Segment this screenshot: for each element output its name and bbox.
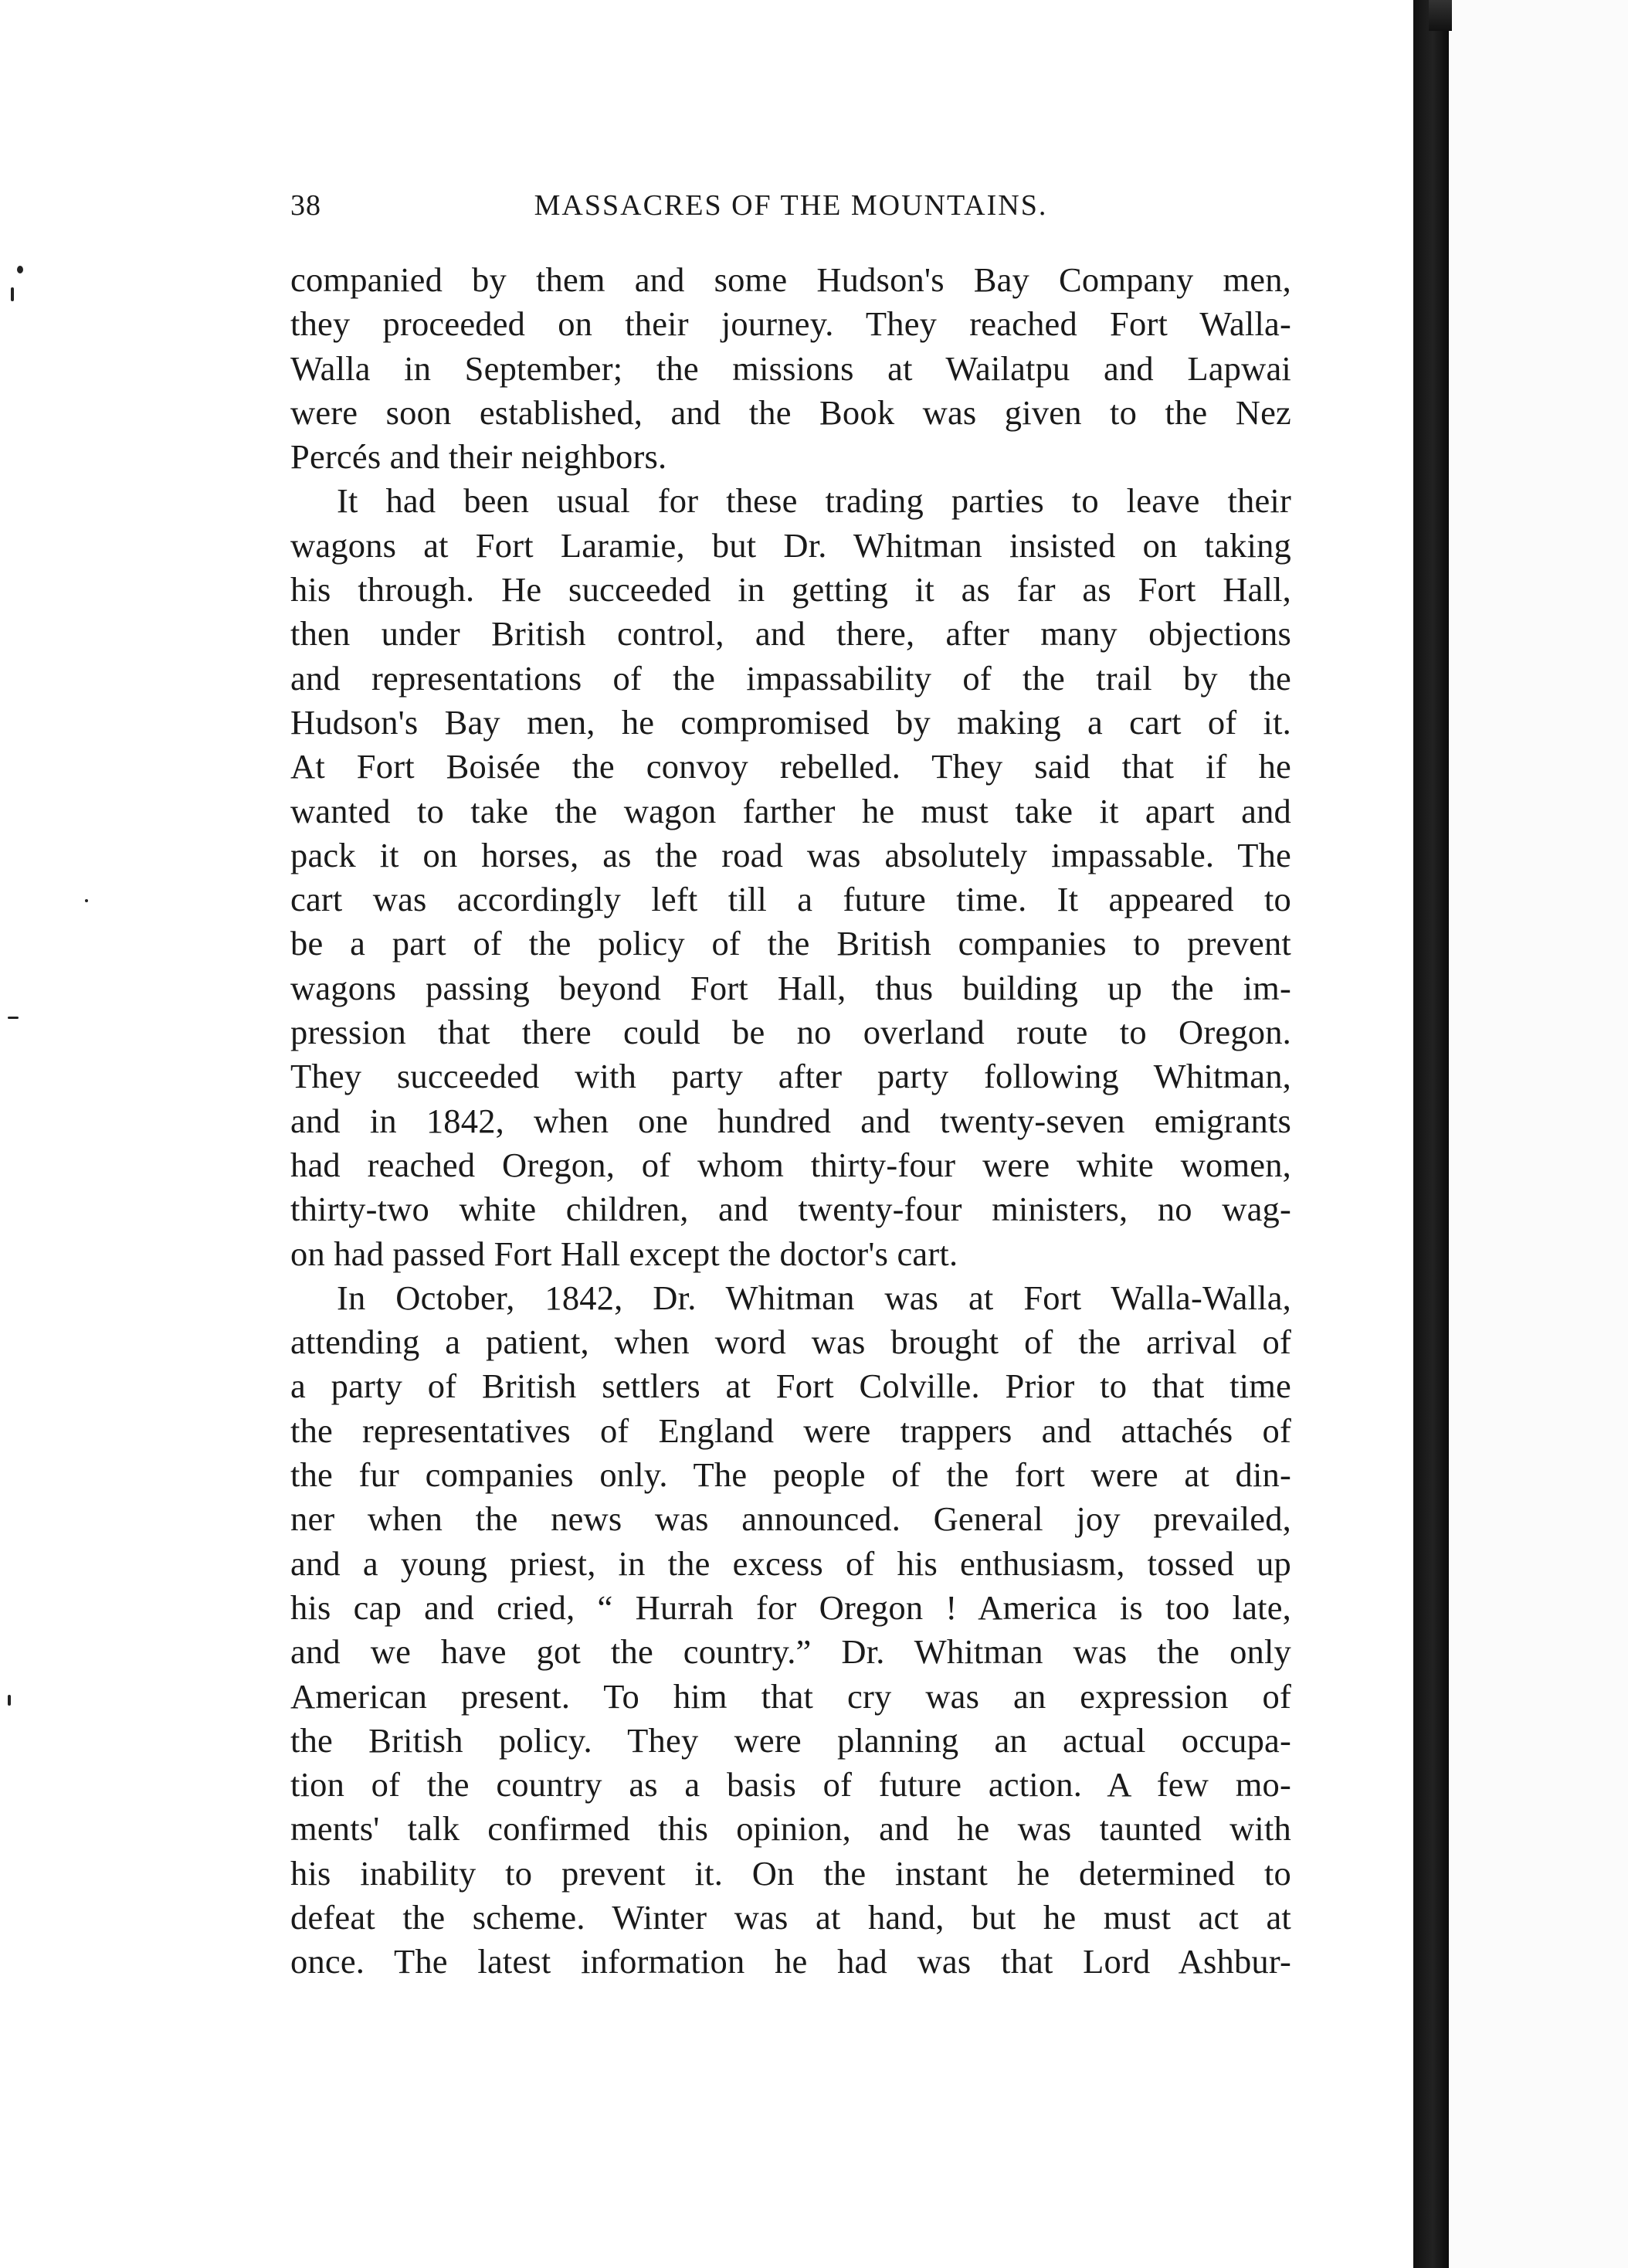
text-line: ner when the news was announced. General joy prevailed, xyxy=(290,1499,1291,1539)
text-line: wanted to take the wagon farther he must take it apart and xyxy=(290,791,1291,830)
body-text xyxy=(290,258,1291,1984)
text-line: Hudson's Bay men, he compromised by making a cart of it. xyxy=(290,702,1291,742)
text-line: were soon established, and the Book was given to the Nez xyxy=(290,392,1291,432)
paragraph-start-line: In October, 1842, Dr. Whitman was at Fort Walla-Walla, xyxy=(337,1278,1291,1317)
scan-speck xyxy=(8,1017,19,1019)
text-line: wagons passing beyond Fort Hall, thus building up the im- xyxy=(290,968,1291,1007)
text-line: Walla in September; the missions at Wailatpu and Lapwai xyxy=(290,348,1291,388)
text-line: his inability to prevent it. On the instant he determined to xyxy=(290,1853,1291,1893)
text-line: a party of British settlers at Fort Colville. Prior to that time xyxy=(290,1367,1291,1406)
text-line: companied by them and some Hudson's Bay Company men, xyxy=(290,260,1291,299)
page-number: 38 xyxy=(290,189,321,222)
text-line: At Fort Boisée the convoy rebelled. They said that if he xyxy=(290,747,1291,786)
scan-speck xyxy=(8,1695,11,1706)
text-line: cart was accordingly left till a future time. It appeared to xyxy=(290,880,1291,919)
scan-speck xyxy=(17,266,23,273)
text-line: American present. To him that cry was an expression of xyxy=(290,1676,1291,1716)
text-line: wagons at Fort Laramie, but Dr. Whitman insisted on taking xyxy=(290,525,1291,565)
text-line: the representatives of England were trappers and attachés of xyxy=(290,1411,1291,1450)
text-line: attending a patient, when word was brought of the arrival of xyxy=(290,1322,1291,1362)
text-line: and representations of the impassability of the trail by the xyxy=(290,658,1291,698)
text-line: defeat the scheme. Winter was at hand, but he must act at xyxy=(290,1897,1291,1937)
text-line: pack it on horses, as the road was absolutely impassable. The xyxy=(290,835,1291,874)
text-line: thirty-two white children, and twenty-four ministers, no wag- xyxy=(290,1190,1291,1229)
text-line: Percés and their neighbors. xyxy=(290,437,667,477)
scan-speck xyxy=(85,899,88,902)
text-line: and we have got the country.” Dr. Whitman was the only xyxy=(290,1632,1291,1672)
text-line: had reached Oregon, of whom thirty-four were white women, xyxy=(290,1145,1291,1184)
text-line: on had passed Fort Hall except the doctor's cart. xyxy=(290,1234,958,1273)
facing-page-corner xyxy=(1429,0,1452,31)
text-line: and a young priest, in the excess of his enthusiasm, tossed up xyxy=(290,1543,1291,1583)
text-line: They succeeded with party after party following Whitman, xyxy=(290,1057,1291,1096)
scan-speck xyxy=(11,287,14,301)
text-line: his through. He succeeded in getting it as far as Fort Hall, xyxy=(290,570,1291,609)
text-line: and in 1842, when one hundred and twenty-seven emigrants xyxy=(290,1101,1291,1140)
page-header xyxy=(290,188,1291,235)
text-line: be a part of the policy of the British companies to prevent xyxy=(290,924,1291,963)
text-line: then under British control, and there, after many objections xyxy=(290,614,1291,654)
text-line: ments' talk confirmed this opinion, and he was taunted with xyxy=(290,1809,1291,1849)
running-title: MASSACRES OF THE MOUNTAINS. xyxy=(534,189,1048,222)
text-line: they proceeded on their journey. They reached Fort Walla- xyxy=(290,304,1291,344)
facing-page-edge xyxy=(1449,0,1628,2268)
text-line: pression that there could be no overland route to Oregon. xyxy=(290,1013,1291,1052)
text-line: his cap and cried, “ Hurrah for Oregon ! America is too late, xyxy=(290,1587,1291,1627)
text-line: the British policy. They were planning an actual occupa- xyxy=(290,1720,1291,1760)
book-gutter xyxy=(1413,0,1449,2268)
paragraph-start-line: It had been usual for these trading parties to leave their xyxy=(337,481,1291,521)
text-line: the fur companies only. The people of the fort were at din- xyxy=(290,1455,1291,1495)
text-line: tion of the country as a basis of future action. A few mo- xyxy=(290,1765,1291,1805)
text-line: once. The latest information he had was that Lord Ashbur- xyxy=(290,1942,1291,1981)
